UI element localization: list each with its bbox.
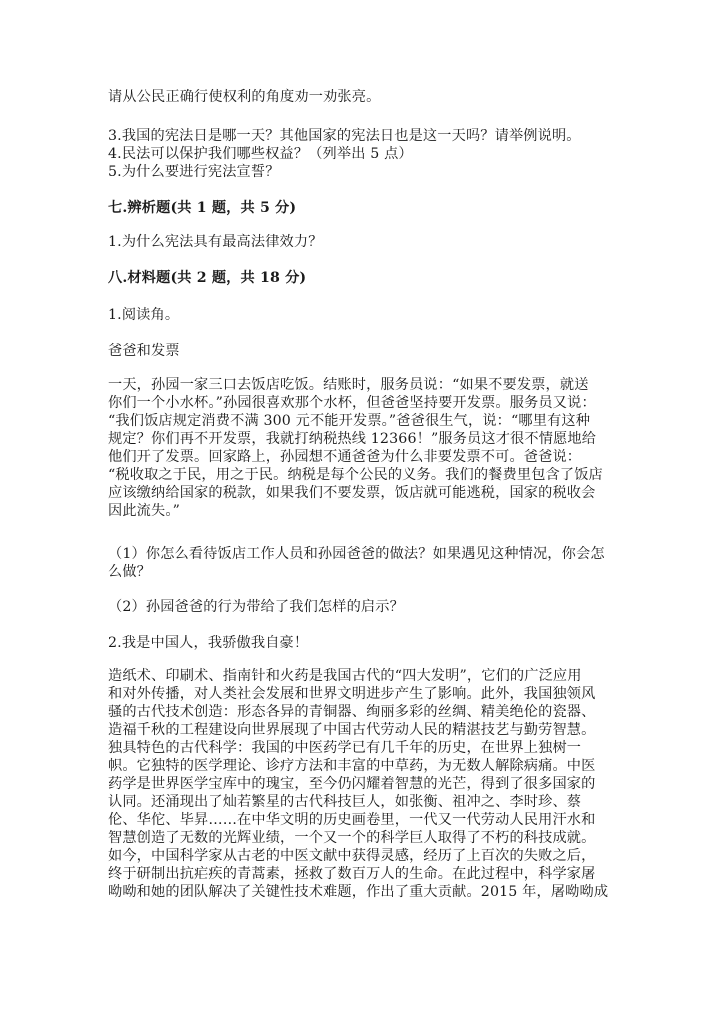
section-7-heading: 七.辨析题(共 1 题，共 5 分) <box>108 200 297 216</box>
passage-line: 伦、华佗、毕昇……在中华文明的历史画卷里，一代又一代劳动人民用汗水和 <box>108 812 596 828</box>
question-4: 4.民法可以保护我们哪些权益？（列举出 5 点） <box>108 146 413 162</box>
question-3: 3.我国的宪法日是哪一天？其他国家的宪法日也是这一天吗？请举例说明。 <box>108 128 581 144</box>
passage-line: 终于研制出抗疟疾的青蒿素，拯救了数百万人的生命。在此过程中，科学家屠 <box>108 866 596 882</box>
passage-line: 帜。它独特的医学理论、诊疗方法和丰富的中草药，为无数人解除病痛。中医 <box>108 758 596 774</box>
question-5: 5.为什么要进行宪法宣誓？ <box>108 164 280 180</box>
question-6-tail: 请从公民正确行使权利的角度劝一劝张亮。 <box>108 89 381 105</box>
section-8-question-1: 1.阅读角。 <box>108 307 180 323</box>
passage-line: 和对外传播，对人类社会发展和世界文明进步产生了影响。此外，我国独领风 <box>108 686 596 702</box>
story-title: 爸爸和发票 <box>108 343 180 359</box>
story-line: 因此流失。” <box>108 503 180 519</box>
passage-line: 呦呦和她的团队解决了关键性技术难题，作出了重大贡献。2015 年，屠呦呦成 <box>108 884 609 900</box>
sub-question-1-cont: 么做？ <box>108 564 152 580</box>
story-line: 应该缴纳给国家的税款，如果我们不要发票，饭店就可能逃税，国家的税收会 <box>108 485 596 501</box>
story-line: 他们开了发票。回家路上，孙园想不通爸爸为什么非要发票不可。爸爸说： <box>108 449 582 465</box>
passage-line: 智慧创造了无数的光辉业绩，一个又一个的科学巨人取得了不朽的科技成就。 <box>108 830 596 846</box>
section-7-question-1: 1.为什么宪法具有最高法律效力？ <box>108 234 323 250</box>
passage-line: 骚的古代技术创造：形态各异的青铜器、绚丽多彩的丝绸、精美绝伦的瓷器、 <box>108 704 596 720</box>
story-line: 规定？你们再不开发票，我就打纳税热线 12366！”服务员这才很不情愿地给 <box>108 431 597 447</box>
story-line: 你们一个小水杯。”孙园很喜欢那个水杯，但爸爸坚持要开发票。服务员又说： <box>108 395 596 411</box>
section-8-heading: 八.材料题(共 2 题，共 18 分) <box>108 270 307 286</box>
passage-line: 造福千秋的工程建设向世界展现了中国古代劳动人民的精湛技艺与勤劳智慧。 <box>108 722 596 738</box>
section-8-question-2: 2.我是中国人，我骄傲我自豪！ <box>108 635 309 651</box>
passage-line: 独具特色的古代科学：我国的中医药学已有几千年的历史，在世界上独树一 <box>108 740 582 756</box>
passage-line: 如今，中国科学家从古老的中医文献中获得灵感，经历了上百次的失败之后， <box>108 848 596 864</box>
sub-question-2: （2）孙园爸爸的行为带给了我们怎样的启示？ <box>108 599 404 615</box>
sub-question-1: （1）你怎么看待饭店工作人员和孙园爸爸的做法？如果遇见这种情况，你会怎 <box>108 546 605 562</box>
story-line: “我们饭店规定消费不满 300 元不能开发票。”爸爸很生气，说：“哪里有这种 <box>108 413 591 429</box>
passage-line: 认同。还涌现出了灿若繁星的古代科技巨人，如张衡、祖冲之、李时珍、蔡 <box>108 794 582 810</box>
passage-line: 造纸术、印刷术、指南针和火药是我国古代的“四大发明”，它们的广泛应用 <box>108 668 582 684</box>
passage-line: 药学是世界医学宝库中的瑰宝，至今仍闪耀着智慧的光芒，得到了很多国家的 <box>108 776 596 792</box>
story-line: “税收取之于民，用之于民。纳税是每个公民的义务。我们的餐费里包含了饭店 <box>108 467 603 483</box>
story-line: 一天，孙园一家三口去饭店吃饭。结账时，服务员说：“如果不要发票，就送 <box>108 377 589 393</box>
